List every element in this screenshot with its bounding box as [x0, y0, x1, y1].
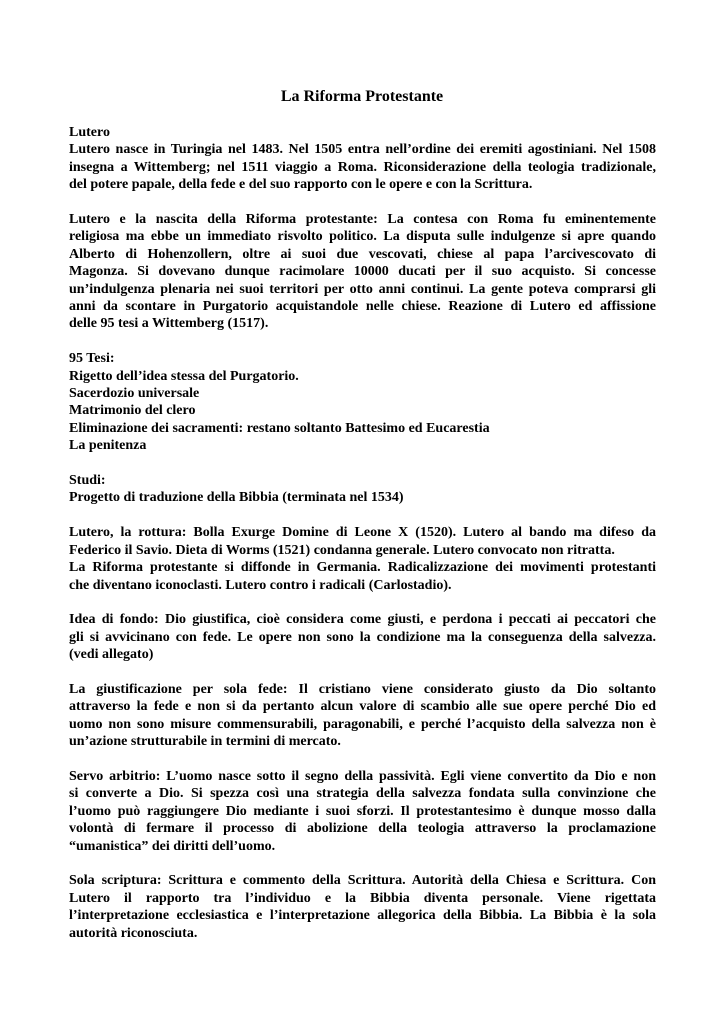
section-nascita-riforma	[69, 211, 656, 333]
paragraph-line: volontà di fermare il processo di abolizione della teologia attraverso la proclamazione	[69, 821, 656, 837]
paragraph-line: religiosa ma ebbe un immediato risvolto politico. La disputa sulle indulgenze si apre quando	[69, 229, 656, 245]
paragraph-line: un’azione strutturabile in termini di mercato.	[69, 734, 341, 750]
paragraph-line: un’indulgenza plenaria nei suoi territori per otto anni continui. La gente poteva comprarsi gli	[69, 281, 656, 297]
list-item: Matrimonio del clero	[69, 403, 196, 419]
paragraph-line: autorità riconosciuta.	[69, 925, 198, 941]
paragraph-line: delle 95 tesi a Wittemberg (1517).	[69, 316, 269, 332]
paragraph-line: Idea di fondo: Dio giustifica, cioè considera come giusti, e perdona i peccati ai peccatori che	[69, 612, 656, 628]
paragraph-line: anni da scontare in Purgatorio acquistandole nelle chiese. Reazione di Lutero ed affissione	[69, 299, 656, 315]
paragraph-line: l’uomo può raggiungere Dio mediante i suoi sforzi. Il protestantesimo è dunque mosso dalla	[69, 803, 656, 819]
paragraph-line: che diventano iconoclasti. Lutero contro i radicali (Carlostadio).	[69, 577, 452, 593]
section-giustificazione	[69, 681, 656, 751]
paragraph-line: “umanistica” dei diritti dell’uomo.	[69, 838, 276, 854]
paragraph-line: Alberto di Hohenzollern, oltre ai suoi due vescovati, chiese al papa l’arcivescovato di	[69, 246, 656, 262]
page-title: La Riforma Protestante	[280, 88, 444, 105]
paragraph-line: l’interpretazione ecclesiastica e l’interpretazione allegorica della Bibbia. La Bibbia è la sola	[69, 908, 656, 924]
paragraph-line: Sola scriptura: Scrittura e commento della Scrittura. Autorità della Chiesa e Scrittura. Con	[69, 873, 656, 889]
paragraph-line: gli si avvicinano con fede. Le opere non sono la condizione ma la conseguenza della salvezza.	[69, 629, 656, 645]
paragraph-line: Servo arbitrio: L’uomo nasce sotto il segno della passività. Egli viene convertito da Dio e non	[69, 768, 656, 784]
paragraph-line: Lutero, la rottura: Bolla Exurge Domine di Leone X (1520). Lutero al bando ma difeso da	[69, 525, 656, 541]
list-item: La penitenza	[69, 438, 147, 454]
section-heading: 95 Tesi:	[69, 351, 115, 367]
section-rottura	[69, 524, 656, 594]
paragraph-line: uomo non sono misure commensurabili, paragonabili, e perché l’acquisto della salvezza non è	[69, 716, 656, 732]
paragraph-line: insegna a Wittemberg; nel 1511 viaggio a Roma. Riconsiderazione della teologia tradizionale,	[69, 159, 656, 175]
paragraph-line: si converte a Dio. Si spezza così una strategia della salvezza fondata sulla convinzione che	[69, 786, 656, 802]
paragraph-line: Lutero nasce in Turingia nel 1483. Nel 1505 entra nell’ordine dei eremiti agostiniani. Nel 1508	[69, 142, 656, 158]
section-lutero	[69, 124, 656, 194]
section-heading: Lutero	[69, 125, 110, 140]
section-95-tesi	[69, 350, 656, 454]
section-sola-scriptura	[69, 872, 656, 942]
list-item: Eliminazione dei sacramenti: restano soltanto Battesimo ed Eucarestia	[69, 420, 490, 436]
list-item: Rigetto dell’idea stessa del Purgatorio.	[69, 368, 299, 384]
section-studi	[69, 472, 656, 507]
paragraph-line: Lutero e la nascita della Riforma protestante: La contesa con Roma fu eminentemente	[69, 212, 656, 228]
paragraph-line: Lutero il rapporto tra l’individuo e la Bibbia diventa personale. Viene rigettata	[69, 890, 656, 906]
paragraph-line: del potere papale, della fede e del suo rapporto con le opere e con la Scrittura.	[69, 177, 533, 193]
section-idea-di-fondo	[69, 611, 656, 663]
list-item: Sacerdozio universale	[69, 386, 200, 402]
paragraph-line: attraverso la fede e non si da pertanto alcun valore di scambio alle sue opere perché Dio ed	[69, 699, 656, 715]
paragraph-line: La Riforma protestante si diffonde in Germania. Radicalizzazione dei movimenti protestanti	[69, 560, 656, 576]
paragraph-line: La giustificazione per sola fede: Il cristiano viene considerato giusto da Dio soltanto	[69, 681, 656, 697]
paragraph-line: Magonza. Si dovevano dunque racimolare 10000 ducati per il suo acquisto. Si concesse	[69, 264, 656, 280]
list-item: Progetto di traduzione della Bibbia (terminata nel 1534)	[69, 490, 404, 506]
section-servo-arbitrio	[69, 768, 656, 855]
document-body	[69, 124, 656, 959]
paragraph-line: (vedi allegato)	[69, 647, 154, 663]
paragraph-line: Federico il Savio. Dieta di Worms (1521) condanna generale. Lutero convocato non ritratta.	[69, 542, 615, 558]
section-heading: Studi:	[69, 473, 106, 489]
